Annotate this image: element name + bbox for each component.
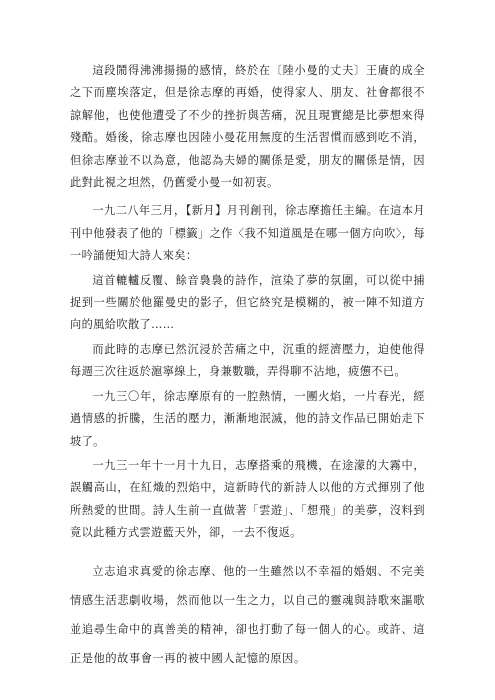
paragraph-crescent-monthly: 一九二八年三月，【新月】月刊創刊，徐志摩擔任主編。在這本月刊中他發表了他的「標籤」之作〈我不知道風是在哪一個方向吹〉，每一吟誦便知大詩人來矣： [70, 204, 425, 263]
paragraph-1930: 一九三〇年，徐志摩原有的一腔熱情，一團火焰，一片春光，經過情感的折騰，生活的壓力，漸漸地泯滅，他的詩文作品已開始走下坡了。 [70, 389, 425, 448]
paragraph-poem-commentary: 這首轆轤反覆、餘音裊裊的詩作，渲染了夢的氛圍，可以從中捕捉到一些關於他羅曼史的影子，但它終究是模糊的，被一陣不知道方向的風給吹散了…… [70, 273, 425, 332]
paragraph-plane-crash: 一九三一年十一月十九日，志摩搭乘的飛機，在途濛的大霧中，誤觸高山，在紅熾的烈焰中，這新時代的新詩人以他的方式揮別了他所熱愛的世間。詩人生前一直做著「雲遊」、「想飛」的美夢，沒料到竟以此種方式雲遊藍天外，卻，一去不復返。 [70, 458, 425, 540]
paragraph-engagement: 這段鬧得沸沸揚揚的感情，終於在〔陸小曼的丈夫〕王賡的成全之下而塵埃落定，但是徐志摩的再婚，使得家人、朋友、社會都很不諒解他，也使他遭受了不少的挫折與苦痛，況且現實總是比夢想來得殘酷。婚後，徐志摩也因陸小曼花用無度的生活習慣而感到吃不消，但徐志摩並不以為意，他認為夫婦的關係是愛，朋友的關係是情，因此對此視之坦然，仍舊愛小曼一如初衷。 [70, 64, 425, 190]
paragraph-conclusion: 立志追求真愛的徐志摩、他的一生雖然以不幸福的婚姻、不完美情感生活悲劇收場，然而他以一生之力，以自己的靈魂與詩歌來謳歌並追尋生命中的真善美的精神，卻也打動了每一個人的心。或許、這正是他的故事會一再的被中國人記憶的原因。 [70, 564, 425, 665]
paragraph-hardship: 而此時的志摩已然沉浸於苦痛之中，沉重的經濟壓力，迫使他得每週三次往返於滬寧線上，身兼數職，弄得聊不沾地，疲憊不已。 [70, 342, 425, 379]
document-page [70, 60, 425, 673]
